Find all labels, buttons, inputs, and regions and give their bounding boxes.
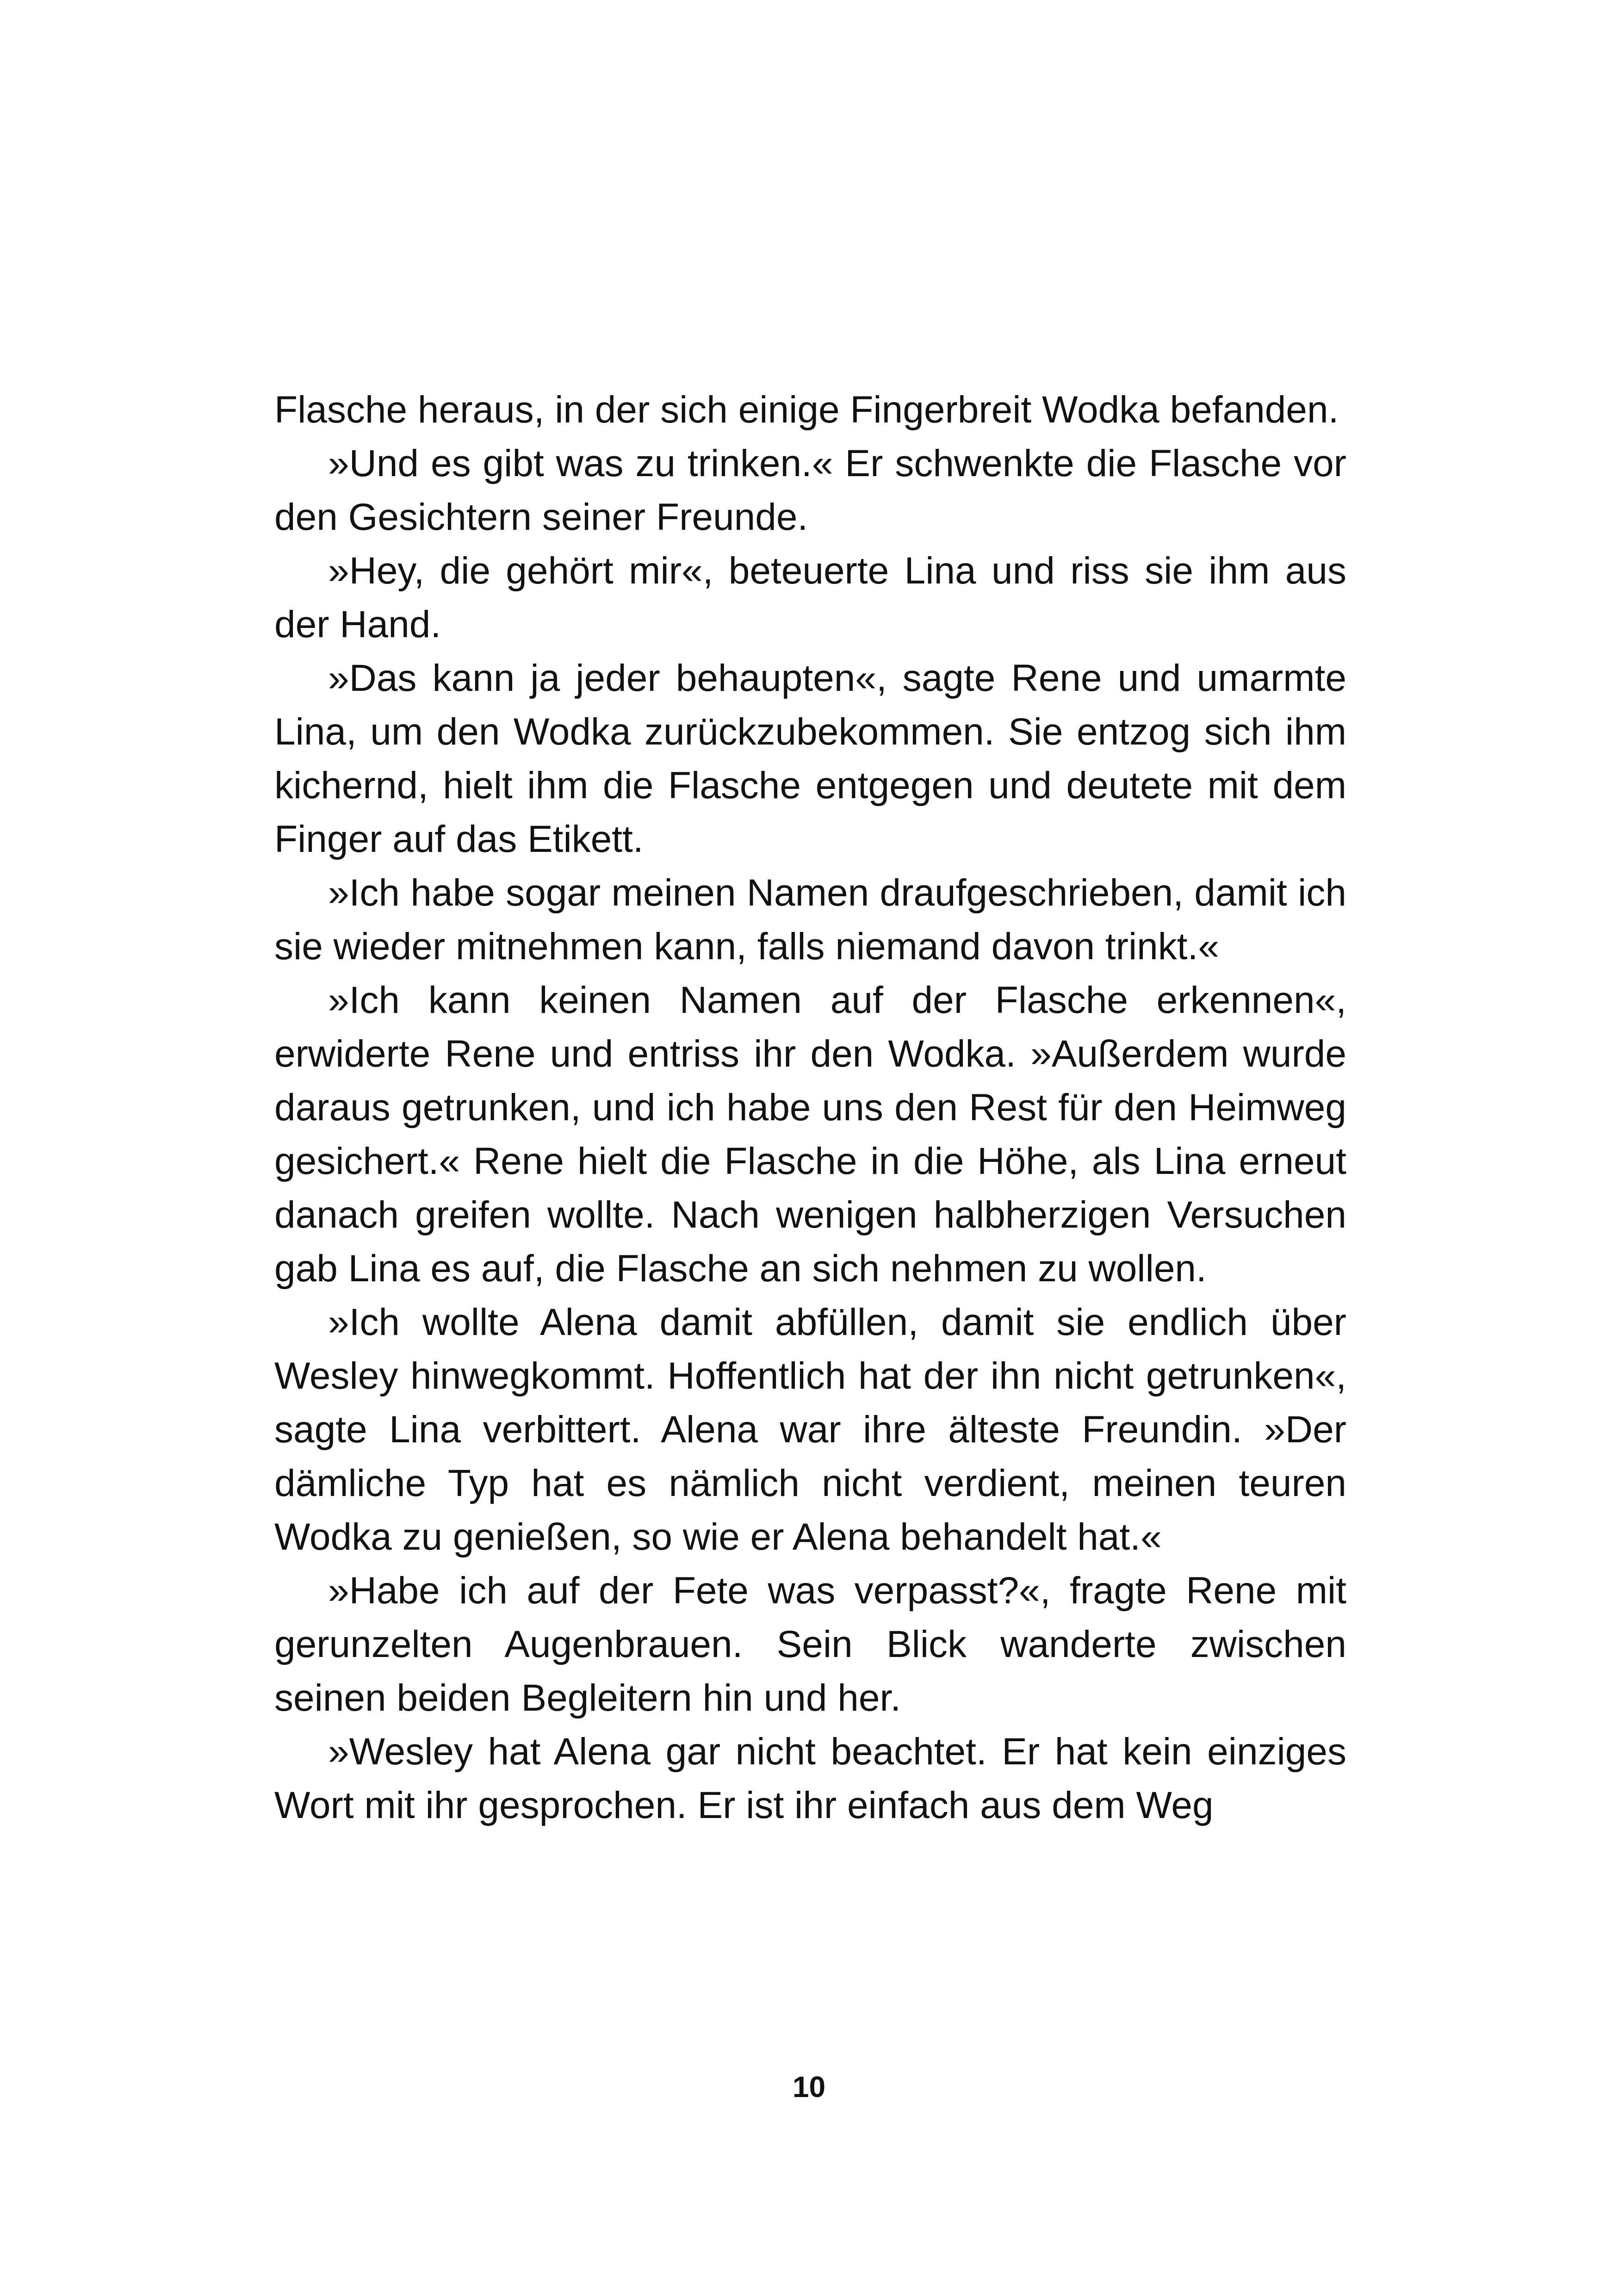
paragraph: »Hey, die gehört mir«, beteuerte Lina und riss sie ihm aus der Hand.	[274, 550, 1346, 645]
paragraph: »Und es gibt was zu trinken.« Er schwenkte die Flasche vor den Gesichtern seiner Freunde.	[274, 442, 1346, 538]
paragraph: »Ich kann keinen Namen auf der Flasche erkennen«, erwiderte Rene und entriss ihr den Wodka. »Außerdem wurde daraus getrunken, und ich habe uns den Rest für den Heimweg gesichert.« Rene hielt die Flasche in die Höhe, als Lina erneut danach greifen wollte. Nach wenigen halbherzigen Versuchen gab Lina es auf, die Flasche an sich nehmen zu wollen.	[274, 979, 1346, 1290]
paragraph: »Habe ich auf der Fete was verpasst?«, fragte Rene mit gerunzelten Augenbrauen. Sein Blick wanderte zwischen seinen beiden Begleitern hin und her.	[274, 1570, 1346, 1719]
paragraph: »Ich habe sogar meinen Namen draufgeschrieben, damit ich sie wieder mitnehmen kann, falls niemand davon trinkt.«	[274, 872, 1346, 968]
paragraph: »Ich wollte Alena damit abfüllen, damit sie endlich über Wesley hinwegkommt. Hoffentlich hat der ihn nicht getrunken«, sagte Lina verbittert. Alena war ihre älteste Freundin. »Der dämliche Typ hat es nämlich nicht verdient, meinen teuren Wodka zu genießen, so wie er Alena behandelt hat.«	[274, 1301, 1346, 1558]
paragraph: »Das kann ja jeder behaupten«, sagte Rene und umarmte Lina, um den Wodka zurückzubekommen. Sie entzog sich ihm kichernd, hielt ihm die Flasche entgegen und deutete mit dem Finger auf das Etikett.	[274, 657, 1346, 860]
body-text	[274, 383, 1346, 1832]
page-number: 10	[792, 2070, 826, 2104]
paragraph: »Wesley hat Alena gar nicht beachtet. Er hat kein einziges Wort mit ihr gesprochen. Er ist ihr einfach aus dem Weg	[274, 1731, 1346, 1826]
paragraph: Flasche heraus, in der sich einige Fingerbreit Wodka befanden.	[274, 389, 1339, 431]
